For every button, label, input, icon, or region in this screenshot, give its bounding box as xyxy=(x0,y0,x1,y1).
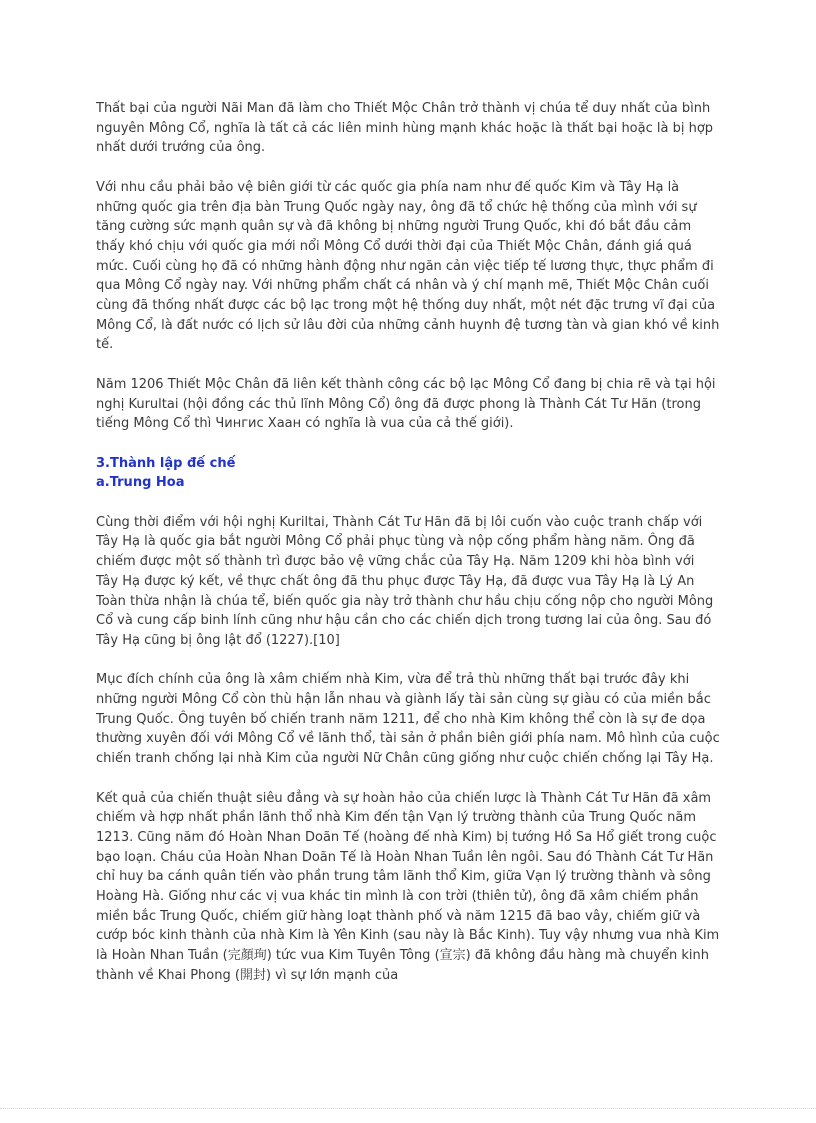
paragraph-naiman-defeat: Thất bại của người Nãi Man đã làm cho Thiết Mộc Chân trở thành vị chúa tể duy nhất của bình nguyên Mông Cổ, nghĩa là tất cả các liên minh hùng mạnh khác hoặc là thất bại hoặc là bị hợp nhất dưới trướng của ông. xyxy=(96,101,714,156)
subsection-heading: a.Trung Hoa xyxy=(96,475,185,491)
paragraph-jin-conquest: Kết quả của chiến thuật siêu đẳng và sự hoàn hảo của chiến lược là Thành Cát Tư Hãn đã xâm chiếm và hợp nhất phần lãnh thổ nhà Kim đến tận Vạn lý trường thành của Trung Quốc năm 1213. Cũng năm đó Hoàn Nhan Doãn Tế (hoàng đế nhà Kim) bị tướng Hồ Sa Hổ giết trong cuộc bạo loạn. Cháu của Hoàn Nhan Doãn Tế là Hoàn Nhan Tuần lên ngôi. Sau đó Thành Cát Tư Hãn chỉ huy ba cánh quân tiến vào phần trung tâm lãnh thổ Kim, giữa Vạn lý trường thành và sông Hoàng Hà. Giống như các vị vua khác tin mình là con trời (thiên tử), ông đã xâm chiếm phần miền bắc Trung Quốc, chiếm giữ hàng loạt thành phố và năm 1215 đã bao vây, chiếm giữ và cướp bóc kinh thành của nhà Kim là Yên Kinh (sau này là Bắc Kinh). Tuy vậy nhưng vua nhà Kim là Hoàn Nhan Tuần (完顏珣) tức vua Kim Tuyên Tông (宣宗) đã không đầu hàng mà chuyển kinh thành về Khai Phong (開封) vì sự lớn mạnh của xyxy=(96,790,720,983)
paragraph-kurultai-1206: Năm 1206 Thiết Mộc Chân đã liên kết thành công các bộ lạc Mông Cổ đang bị chia rẽ và tại hội nghị Kurultai (hội đồng các thủ lĩnh Mông Cổ) ông đã được phong là Thành Cát Tư Hãn (trong tiếng Mông Cổ thì Чингис Хаан có nghĩa là vua của cả thế giới). xyxy=(96,376,716,432)
paragraph-jin-invasion-goal: Mục đích chính của ông là xâm chiếm nhà Kim, vừa để trả thù những thất bại trước đây khi những người Mông Cổ còn thù hận lẫn nhau và giành lấy tài sản cùng sự giàu có của miền bắc Trung Quốc. Ông tuyên bố chiến tranh năm 1211, để cho nhà Kim không thể còn là sự đe dọa thường xuyên đối với Mông Cổ về lãnh thổ, tài sản ở phần biên giới phía nam. Mô hình của cuộc chiến tranh chống lại nhà Kim của người Nữ Chân cũng giống như cuộc chiến chống lại Tây Hạ. xyxy=(96,672,720,767)
page-footer-divider xyxy=(0,1108,816,1109)
paragraph-western-xia: Cùng thời điểm với hội nghị Kuriltai, Thành Cát Tư Hãn đã bị lôi cuốn vào cuộc tranh chấp với Tây Hạ là quốc gia bắt người Mông Cổ phải phục tùng và nộp cống phẩm hàng năm. Ông đã chiếm được một số thành trì được bảo vệ vững chắc của Tây Hạ. Năm 1209 khi hòa bình với Tây Hạ được ký kết, về thực chất ông đã thu phục được Tây Hạ, đã được vua Tây Hạ là Lý An Toàn thừa nhận là chúa tể, biến quốc gia này trở thành chư hầu chịu cống nộp cho người Mông Cổ và cung cấp binh lính cũng như hậu cần cho các chiến dịch trong tương lai của ông. Sau đó Tây Hạ cũng bị ông lật đổ (1227).[10] xyxy=(96,514,714,648)
paragraph-southern-borders: Với nhu cầu phải bảo vệ biên giới từ các quốc gia phía nam như đế quốc Kim và Tây Hạ là những quốc gia trên địa bàn Trung Quốc ngày nay, ông đã tổ chức hệ thống của mình với sự tăng cường sức mạnh quân sự và đã không bị những người Trung Quốc, khi đó bắt đầu cảm thấy khó chịu với quốc gia mới nổi Mông Cổ dưới thời đại của Thiết Mộc Chân, đánh giá quá mức. Cuối cùng họ đã có những hành động như ngăn cản việc tiếp tế lương thực, thực phẩm đi qua Mông Cổ ngày nay. Với những phẩm chất cá nhân và ý chí mạnh mẽ, Thiết Mộc Chân cuối cùng đã thống nhất được các bộ lạc trong một hệ thống duy nhất, một nét đặc trưng vĩ đại của Mông Cổ, là đất nước có lịch sử lâu đời của những cảnh huynh đệ tương tàn và gian khó về kinh tế. xyxy=(96,179,720,353)
section-heading: 3.Thành lập đế chế xyxy=(96,455,236,471)
